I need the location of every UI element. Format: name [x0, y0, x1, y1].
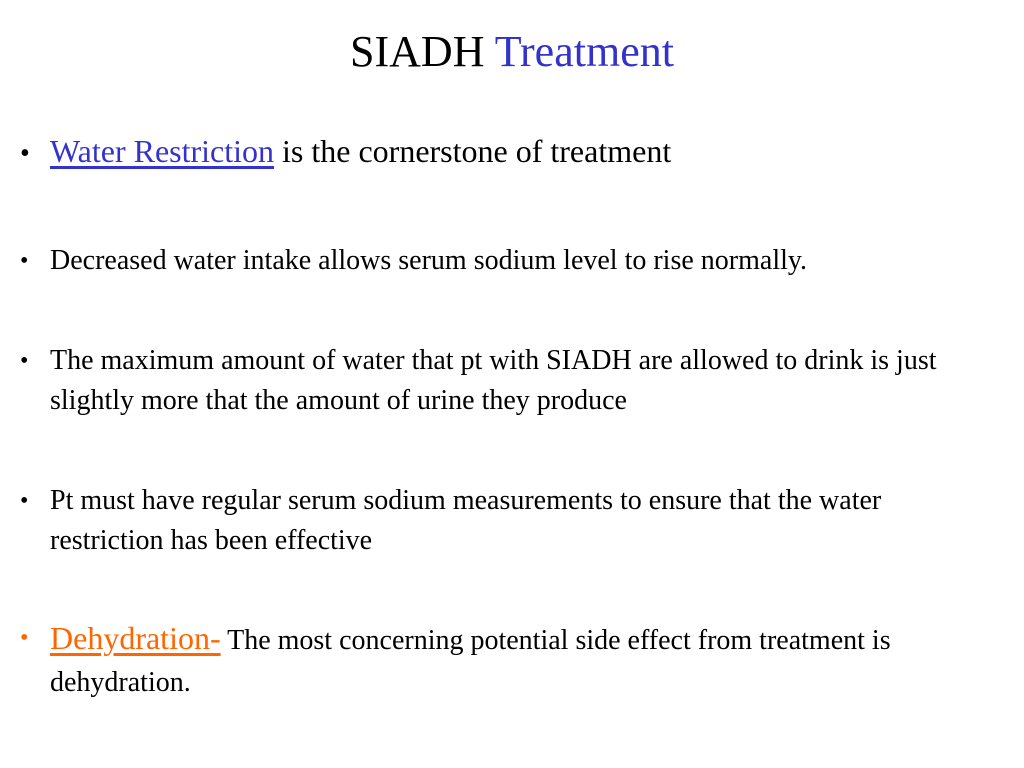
bullet-text-rest: is the cornerstone of treatment: [274, 133, 672, 169]
bullet-marker: •: [20, 138, 30, 169]
bullet-marker: •: [20, 348, 29, 374]
bullet-text: Pt must have regular serum sodium measurements to ensure that the water restriction has been effective: [50, 485, 882, 556]
bullet-text: The maximum amount of water that pt with SIADH are allowed to drink is just slightly more that the amount of urine they produce: [50, 345, 937, 416]
bullet-marker: •: [20, 625, 29, 651]
bullet-text: [50, 617, 1000, 704]
bullet-text-rest: The most concerning potential side effect from treatment is dehydration.: [50, 625, 891, 698]
bullet-marker: •: [20, 248, 29, 274]
bullet-marker: •: [20, 488, 29, 514]
water-restriction-link[interactable]: Water Restriction: [50, 133, 275, 169]
dehydration-link[interactable]: Dehydration: [50, 620, 210, 656]
title-part-main: SIADH: [350, 27, 485, 76]
slide-title: [0, 26, 1024, 78]
bullet-text: [50, 131, 1000, 171]
bullet-text: Decreased water intake allows serum sodium level to rise normally.: [50, 245, 808, 276]
title-part-accent: Treatment: [494, 27, 674, 76]
dehydration-dash: -: [209, 620, 221, 656]
